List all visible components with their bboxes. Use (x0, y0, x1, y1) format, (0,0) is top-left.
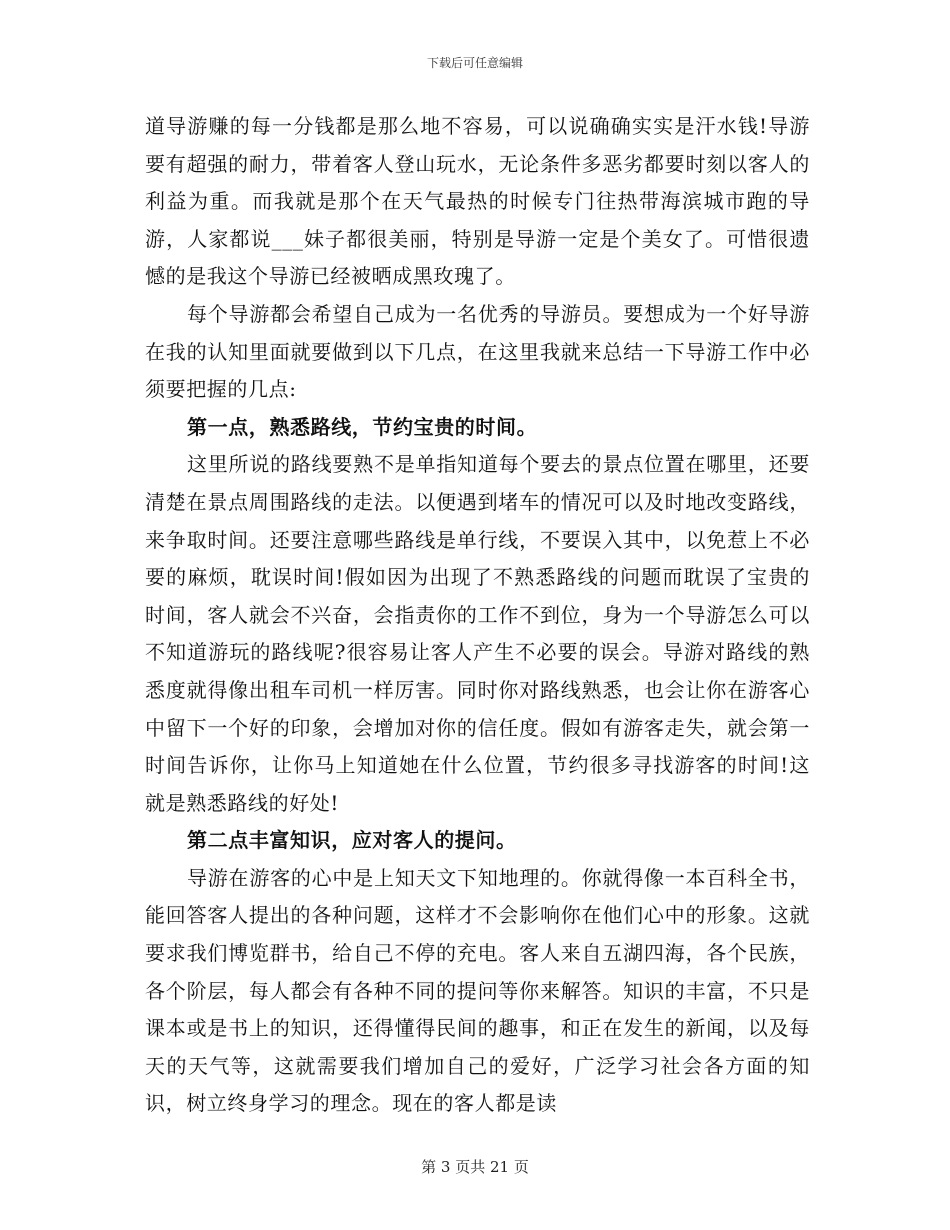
page-footer: 第 3 页共 21 页 (421, 1158, 529, 1176)
page-header: 下载后可任意编辑 (426, 56, 523, 70)
paragraph-good-guide: 每个导游都会希望自己成为一名优秀的导游员。要想成为一个好导游在我的认知里面就要做到以下几点，在这里我就来总结一下导游工作中必须要把握的几点: (145, 301, 810, 402)
document-body (145, 108, 810, 1123)
paragraph-know-routes: 这里所说的路线要熟不是单指知道每个要去的景点位置在哪里，还要清楚在景点周围路线的走法。以便遇到堵车的情况可以及时地改变路线，来争取时间。还要注意哪些路线是单行线，不要误入其中，以免惹上不必要的麻烦，耽误时间!假如因为出现了不熟悉路线的问题而耽误了宝贵的时间，客人就会不兴奋，会指责你的工作不到位，身为一个导游怎么可以不知道游玩的路线呢?很容易让客人产生不必要的误会。导游对路线的熟悉度就得像出租车司机一样厉害。同时你对路线熟悉，也会让你在游客心中留下一个好的印象，会增加对你的信任度。假如有游客走失，就会第一时间告诉你，让你马上知道她在什么位置，节约很多寻找游客的时间!这就是熟悉路线的好处! (145, 452, 810, 815)
paragraph-rich-knowledge: 导游在游客的心中是上知天文下知地理的。你就得像一本百科全书，能回答客人提出的各种问题，这样才不会影响你在他们心中的形象。这就要求我们博览群书，给自己不停的充电。客人来自五湖四海，各个民族，各个阶层，每人都会有各种不同的提问等你来解答。知识的丰富，不只是课本或是书上的知识，还得懂得民间的趣事，和正在发生的新闻，以及每天的天气等，这就需要我们增加自己的爱好，广泛学习社会各方面的知识，树立终身学习的理念。现在的客人都是读 (145, 865, 810, 1116)
section-heading-point-two: 第二点丰富知识，应对客人的提问。 (187, 828, 517, 853)
section-heading-point-one: 第一点，熟悉路线，节约宝贵的时间。 (187, 414, 538, 439)
paragraph-intro-continued: 道导游赚的每一分钱都是那么地不容易，可以说确确实实是汗水钱!导游要有超强的耐力，带着客人登山玩水，无论条件多恶劣都要时刻以客人的利益为重。而我就是那个在天气最热的时候专门往热带海滨城市跑的导游，人家都说___妹子都很美丽，特别是导游一定是个美女了。可惜很遗憾的是我这个导游已经被晒成黑玫瑰了。 (145, 114, 810, 289)
